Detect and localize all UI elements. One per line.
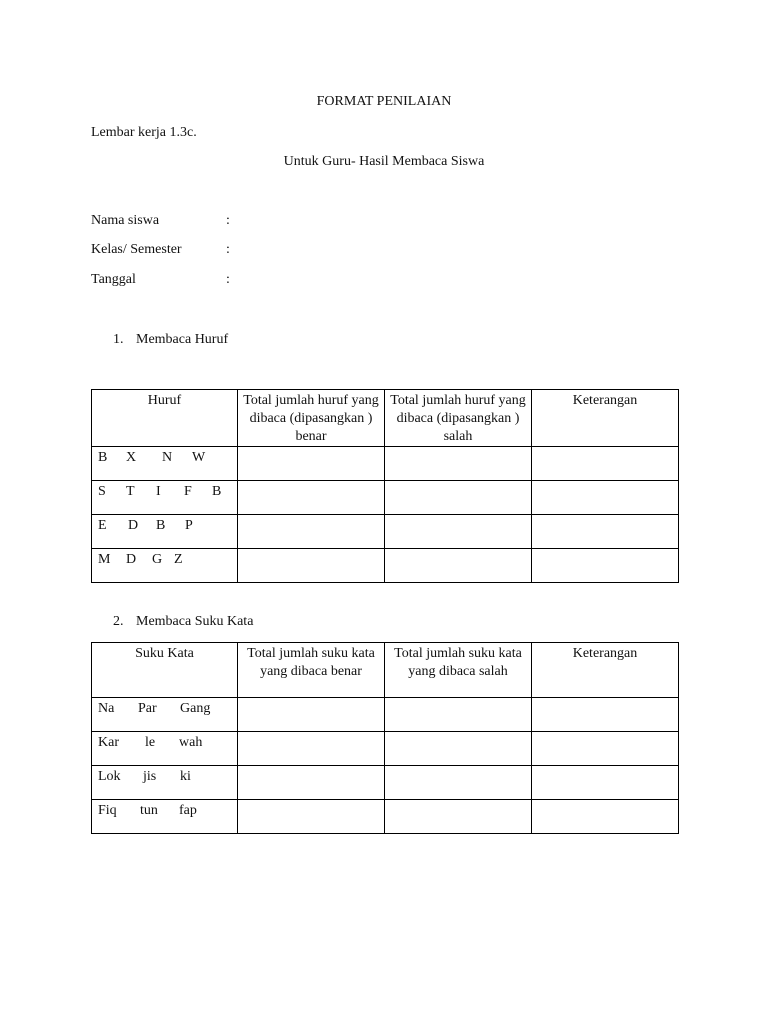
section-2-title: Membaca Suku Kata: [136, 614, 254, 629]
score-cell[interactable]: [238, 447, 385, 481]
header-total-salah: Total jumlah huruf yang dibaca (dipasangkan ) salah: [385, 390, 532, 447]
syllable-reading-table: [91, 642, 679, 834]
letter-reading-table: [91, 389, 679, 583]
letter: W: [192, 450, 206, 465]
letter: B: [156, 518, 166, 533]
letter: M: [98, 552, 111, 567]
score-cell[interactable]: [385, 800, 532, 834]
letter: Z: [174, 552, 183, 567]
field-colon: :: [226, 213, 230, 228]
syllable: Par: [138, 701, 157, 716]
section-1-title: Membaca Huruf: [136, 332, 229, 347]
letter: N: [162, 450, 173, 465]
syllable: le: [145, 735, 156, 750]
syllables-cell: [92, 800, 238, 834]
document-subtitle: Untuk Guru- Hasil Membaca Siswa: [283, 154, 485, 169]
score-cell[interactable]: [385, 766, 532, 800]
score-cell[interactable]: [385, 732, 532, 766]
syllables-cell: [92, 766, 238, 800]
letters-cell: [92, 481, 238, 515]
score-cell[interactable]: [238, 698, 385, 732]
note-cell[interactable]: [532, 549, 679, 583]
syllable: jis: [143, 769, 157, 784]
header-keterangan: Keterangan: [532, 390, 679, 447]
field-label-nama-siswa: Nama siswa: [91, 213, 160, 228]
score-cell[interactable]: [385, 481, 532, 515]
note-cell[interactable]: [532, 732, 679, 766]
score-cell[interactable]: [238, 481, 385, 515]
letter: X: [126, 450, 137, 465]
letter: T: [126, 484, 135, 499]
note-cell[interactable]: [532, 481, 679, 515]
section-1-number: 1.: [113, 332, 124, 347]
table-row: [92, 698, 679, 732]
header-total-salah: Total jumlah suku kata yang dibaca salah: [385, 643, 532, 698]
syllable: tun: [140, 803, 158, 818]
syllable: Kar: [98, 735, 119, 750]
table-row: [92, 515, 679, 549]
table-header-row: [92, 390, 679, 447]
note-cell[interactable]: [532, 766, 679, 800]
header-keterangan: Keterangan: [532, 643, 679, 698]
score-cell[interactable]: [385, 549, 532, 583]
score-cell[interactable]: [385, 515, 532, 549]
note-cell[interactable]: [532, 800, 679, 834]
table-row: [92, 447, 679, 481]
table-row: [92, 481, 679, 515]
score-cell[interactable]: [238, 732, 385, 766]
table-row: [92, 800, 679, 834]
note-cell[interactable]: [532, 515, 679, 549]
syllable: Gang: [180, 701, 211, 716]
score-cell[interactable]: [238, 800, 385, 834]
letters-cell: [92, 447, 238, 481]
letter: D: [126, 552, 137, 567]
letter: G: [152, 552, 163, 567]
letter: I: [156, 484, 161, 499]
table-header-row: [92, 643, 679, 698]
note-cell[interactable]: [532, 698, 679, 732]
letter: F: [184, 484, 192, 499]
syllable: wah: [179, 735, 203, 750]
letter: B: [212, 484, 222, 499]
syllable: ki: [180, 769, 191, 784]
field-colon: :: [226, 272, 230, 287]
syllables-cell: [92, 698, 238, 732]
letters-cell: [92, 515, 238, 549]
syllable: fap: [179, 803, 197, 818]
header-total-benar: Total jumlah huruf yang dibaca (dipasangkan ) benar: [238, 390, 385, 447]
table-row: [92, 766, 679, 800]
syllable: Fiq: [98, 803, 117, 818]
table-row: [92, 732, 679, 766]
table-row: [92, 549, 679, 583]
letters-cell: [92, 549, 238, 583]
score-cell[interactable]: [238, 549, 385, 583]
letter: E: [98, 518, 107, 533]
field-colon: :: [226, 242, 230, 257]
document-title: FORMAT PENILAIAN: [316, 94, 452, 109]
score-cell[interactable]: [238, 515, 385, 549]
score-cell[interactable]: [385, 447, 532, 481]
header-suku-kata: Suku Kata: [92, 643, 238, 698]
letter: B: [98, 450, 108, 465]
letter: P: [185, 518, 193, 533]
worksheet-label: Lembar kerja 1.3c.: [91, 125, 197, 140]
field-label-kelas-semester: Kelas/ Semester: [91, 242, 182, 257]
syllable: Na: [98, 701, 115, 716]
letter: S: [98, 484, 106, 499]
syllables-cell: [92, 732, 238, 766]
score-cell[interactable]: [238, 766, 385, 800]
header-huruf: Huruf: [92, 390, 238, 447]
section-2-number: 2.: [113, 614, 124, 629]
note-cell[interactable]: [532, 447, 679, 481]
header-total-benar: Total jumlah suku kata yang dibaca benar: [238, 643, 385, 698]
score-cell[interactable]: [385, 698, 532, 732]
letter: D: [128, 518, 139, 533]
syllable: Lok: [98, 769, 121, 784]
field-label-tanggal: Tanggal: [91, 272, 136, 287]
